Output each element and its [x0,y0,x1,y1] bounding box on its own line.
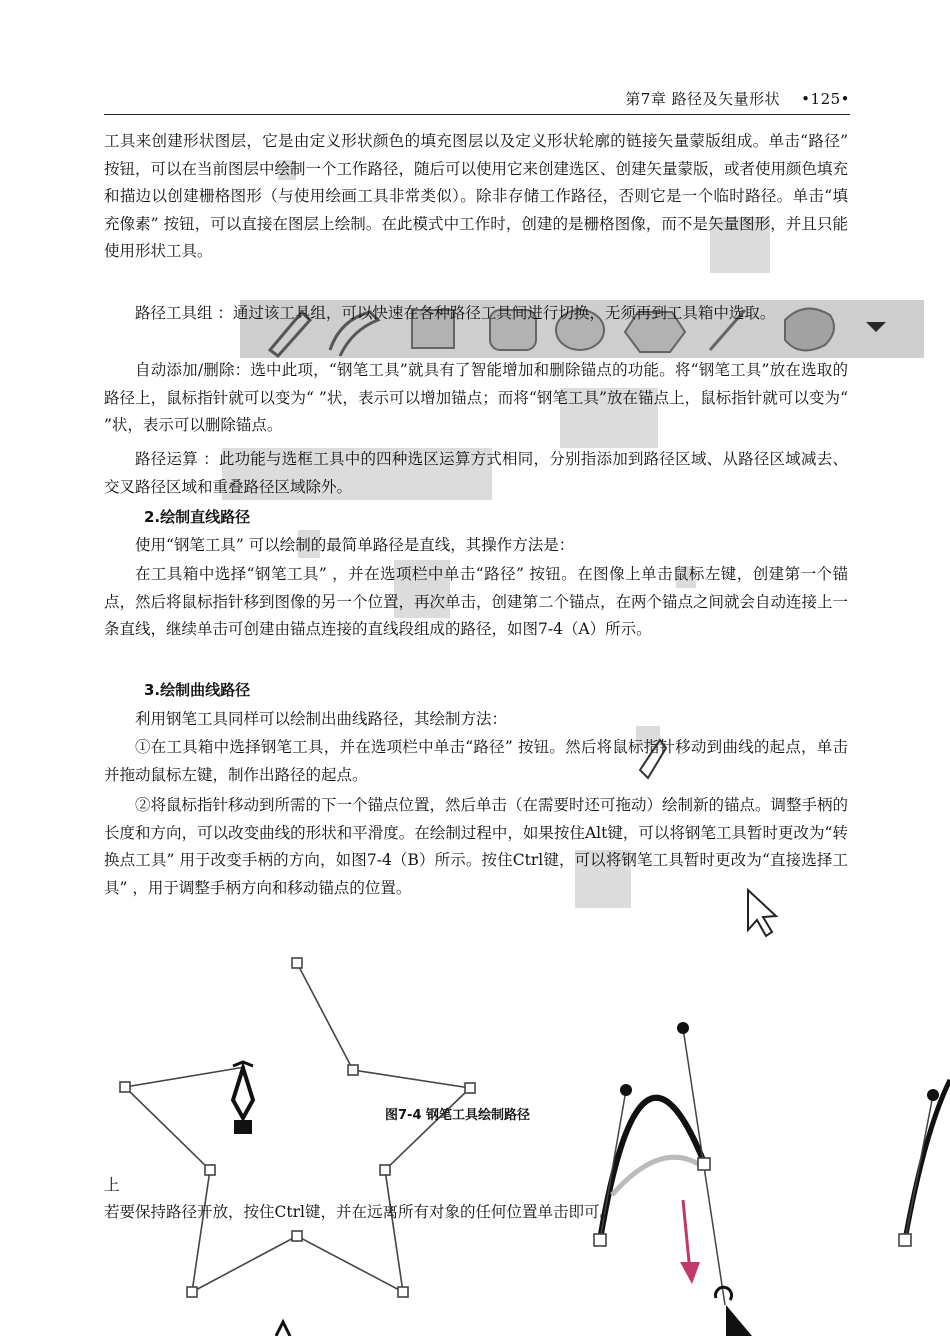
tail-line-1: 上 [104,1176,120,1194]
handle-point [677,1022,689,1034]
curve-path-partial-diagram [899,1080,950,1246]
section-heading-2: 2.绘制直线路径 [144,508,251,526]
paragraph-curve-intro: 利用钢笔工具同样可以绘制出曲线路径，其绘制方法： [135,710,508,728]
pen-cursor-icon [233,1062,253,1134]
anchor-point [292,958,302,968]
paragraph-path-operations: 路径运算 ：此功能与选框工具中的四种选区运算方式相同，分别指添加到路径区域、从路径区域减去、交叉路径区域和重叠路径区域除外。 [104,450,848,496]
curve-path-diagram [594,1022,752,1336]
pen-cursor-bottom-icon [276,1322,290,1336]
chapter-title: 第7章 路径及矢量形状 [625,90,781,108]
anchor-point [465,1083,475,1093]
paragraph-use-pen: 使用“钢笔工具” 可以绘制的最简单路径是直线，其操作方法是： [135,536,575,554]
paragraph-auto-add-delete: 自动添加/删除：选中此项，“钢笔工具”就具有了智能增加和删除锚点的功能。将“钢笔工具”放在选取的路径上，鼠标指针就可以变为“ ”状，表示可以增加锚点；而将“钢笔工具”放在锚点上，鼠标指针就可以变为“ ”状，表示可以删除锚点。 [104,361,848,434]
pen-cursor-inline-icon [640,740,666,778]
arrow-cursor-icon [726,1305,752,1336]
handle-point [927,1089,939,1101]
paragraph-curve-step1: ①在工具箱中选择钢笔工具，并在选项栏中单击“路径” 按钮。然后将鼠标指针移动到曲线的起点，单击并拖动鼠标左键，制作出路径的起点。 [104,738,848,784]
anchor-point [292,1231,302,1241]
section-heading-3: 3.绘制曲线路径 [144,681,251,699]
anchor-point [380,1165,390,1175]
paragraph-path-tool-group: 路径工具组 ：通过该工具组，可以快速在各种路径工具间进行切换，无须再到工具箱中选取。 [135,304,776,322]
star-path-diagram [120,958,475,1297]
tail-line-2: 若要保持路径开放，按住Ctrl键，并在远离所有对象的任何位置单击即可。 [104,1203,615,1221]
paragraph-straight-steps: 在工具箱中选择“钢笔工具” ，并在选项栏中单击“路径” 按钮。在图像上单击鼠标左键，创建第一个锚点，然后将鼠标指针移到图像的另一个位置，再次单击，创建第二个锚点，在两个锚点之间就会自动连接上一条直线，继续单击可创建由锚点连接的直线段组成的路径，如图7-4（A）所示。 [104,565,849,638]
drag-arrow-icon [683,1200,690,1272]
anchor-point [120,1082,130,1092]
figure-caption: 图7-4 钢笔工具绘制路径 [385,1108,531,1123]
anchor-point [594,1234,606,1246]
anchor-point [187,1287,197,1297]
anchor-point [398,1287,408,1297]
anchor-point [348,1065,358,1075]
direct-select-arrow-icon [748,890,776,936]
anchor-point [205,1165,215,1175]
anchor-point [899,1234,911,1246]
anchor-point [698,1158,710,1170]
handle-point [620,1084,632,1096]
page-number: •125• [801,90,850,108]
paragraph-curve-step2: ②将鼠标指针移动到所需的下一个锚点位置，然后单击（在需要时还可拖动）绘制新的锚点。调整手柄的长度和方向，可以改变曲线的形状和平滑度。在绘制过程中，如果按住Alt键，可以将钢笔工具暂时更改为“转换点工具” 用于改变手柄的方向，如图7-4（B）所示。按住Ctrl键，可以将钢笔工具暂时更改为“直接选择工具” ，用于调整手柄方向和移动锚点的位置。 [104,796,849,897]
paragraph-1: 工具来创建形状图层，它是由定义形状颜色的填充图层以及定义形状轮廓的链接矢量蒙版组成。单击“路径” 按钮，可以在当前图层中绘制一个工作路径，随后可以使用它来创建选区、创建矢量蒙版，或者使用颜色填充和描边以创建栅格图形（与使用绘画工具非常类似）。除非存储工作路径，否则它是一个临时路径。单击“填充像素” 按钮，可以直接在图层上绘制。在此模式中工作时，创建的是栅格图像，而不是矢量图形，并且只能使用形状工具。 [104,132,849,260]
